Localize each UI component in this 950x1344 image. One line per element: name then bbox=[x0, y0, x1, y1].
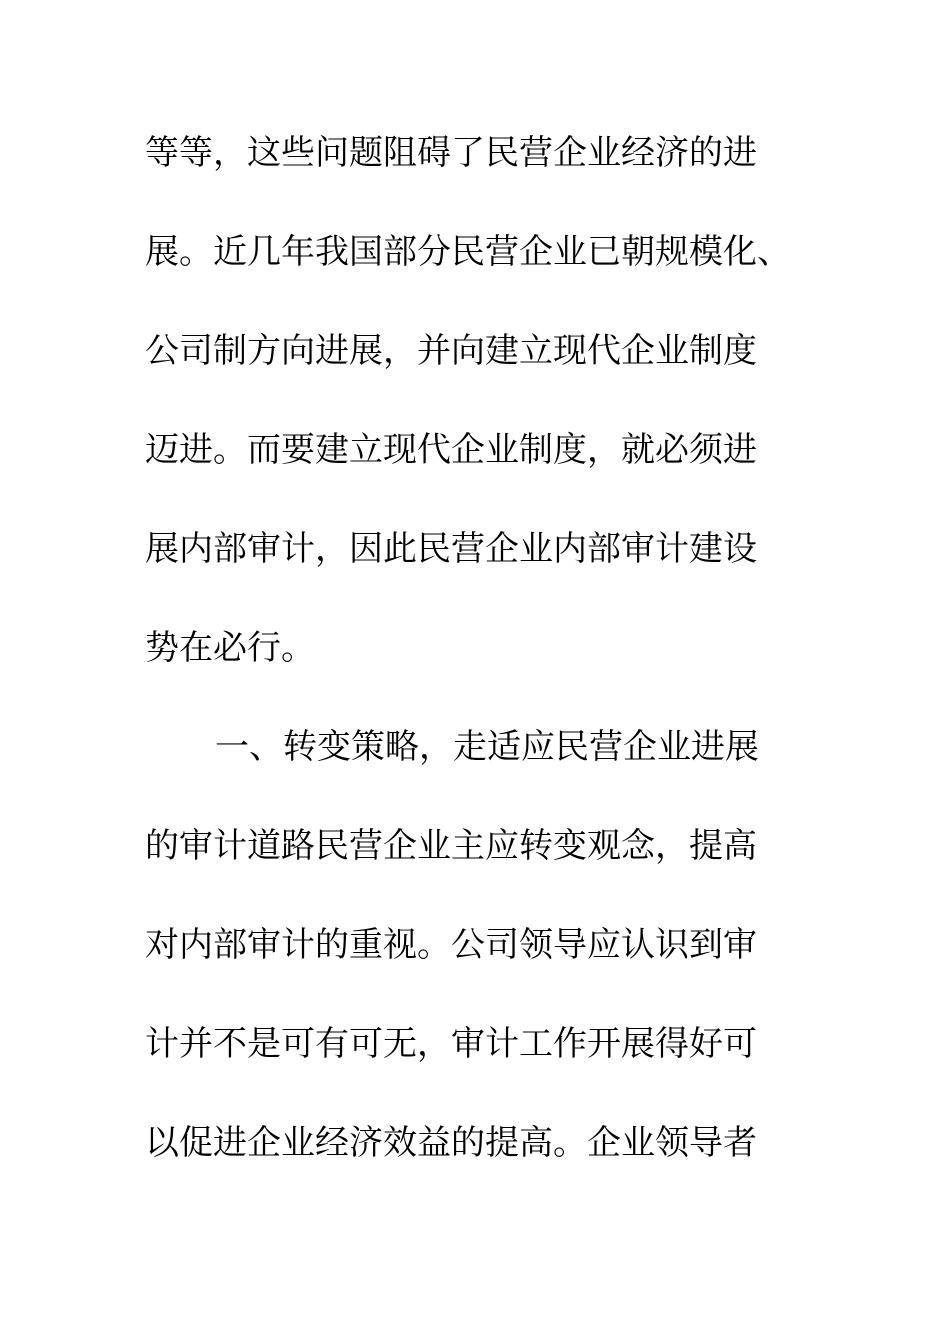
text-line-8: 的审计道路民营企业主应转变观念，提高 bbox=[145, 826, 757, 866]
text-line-4: 迈进。而要建立现代企业制度，就必须进 bbox=[145, 430, 757, 470]
text-line-5: 展内部审计，因此民营企业内部审计建设 bbox=[145, 529, 757, 569]
text-line-10: 计并不是可有可无，审计工作开展得好可 bbox=[145, 1024, 757, 1064]
text-line-9: 对内部审计的重视。公司领导应认识到审 bbox=[145, 925, 757, 965]
text-line-6: 势在必行。 bbox=[145, 628, 315, 668]
text-line-2: 展。近几年我国部分民营企业已朝规模化、 bbox=[145, 232, 791, 272]
text-line-11: 以促进企业经济效益的提高。企业领导者 bbox=[145, 1123, 757, 1163]
text-line-3: 公司制方向进展，并向建立现代企业制度 bbox=[145, 331, 757, 371]
section-heading-line: 一、转变策略，走适应民营企业进展 bbox=[215, 727, 759, 767]
text-line-1: 等等，这些问题阻碍了民营企业经济的进 bbox=[145, 133, 757, 173]
